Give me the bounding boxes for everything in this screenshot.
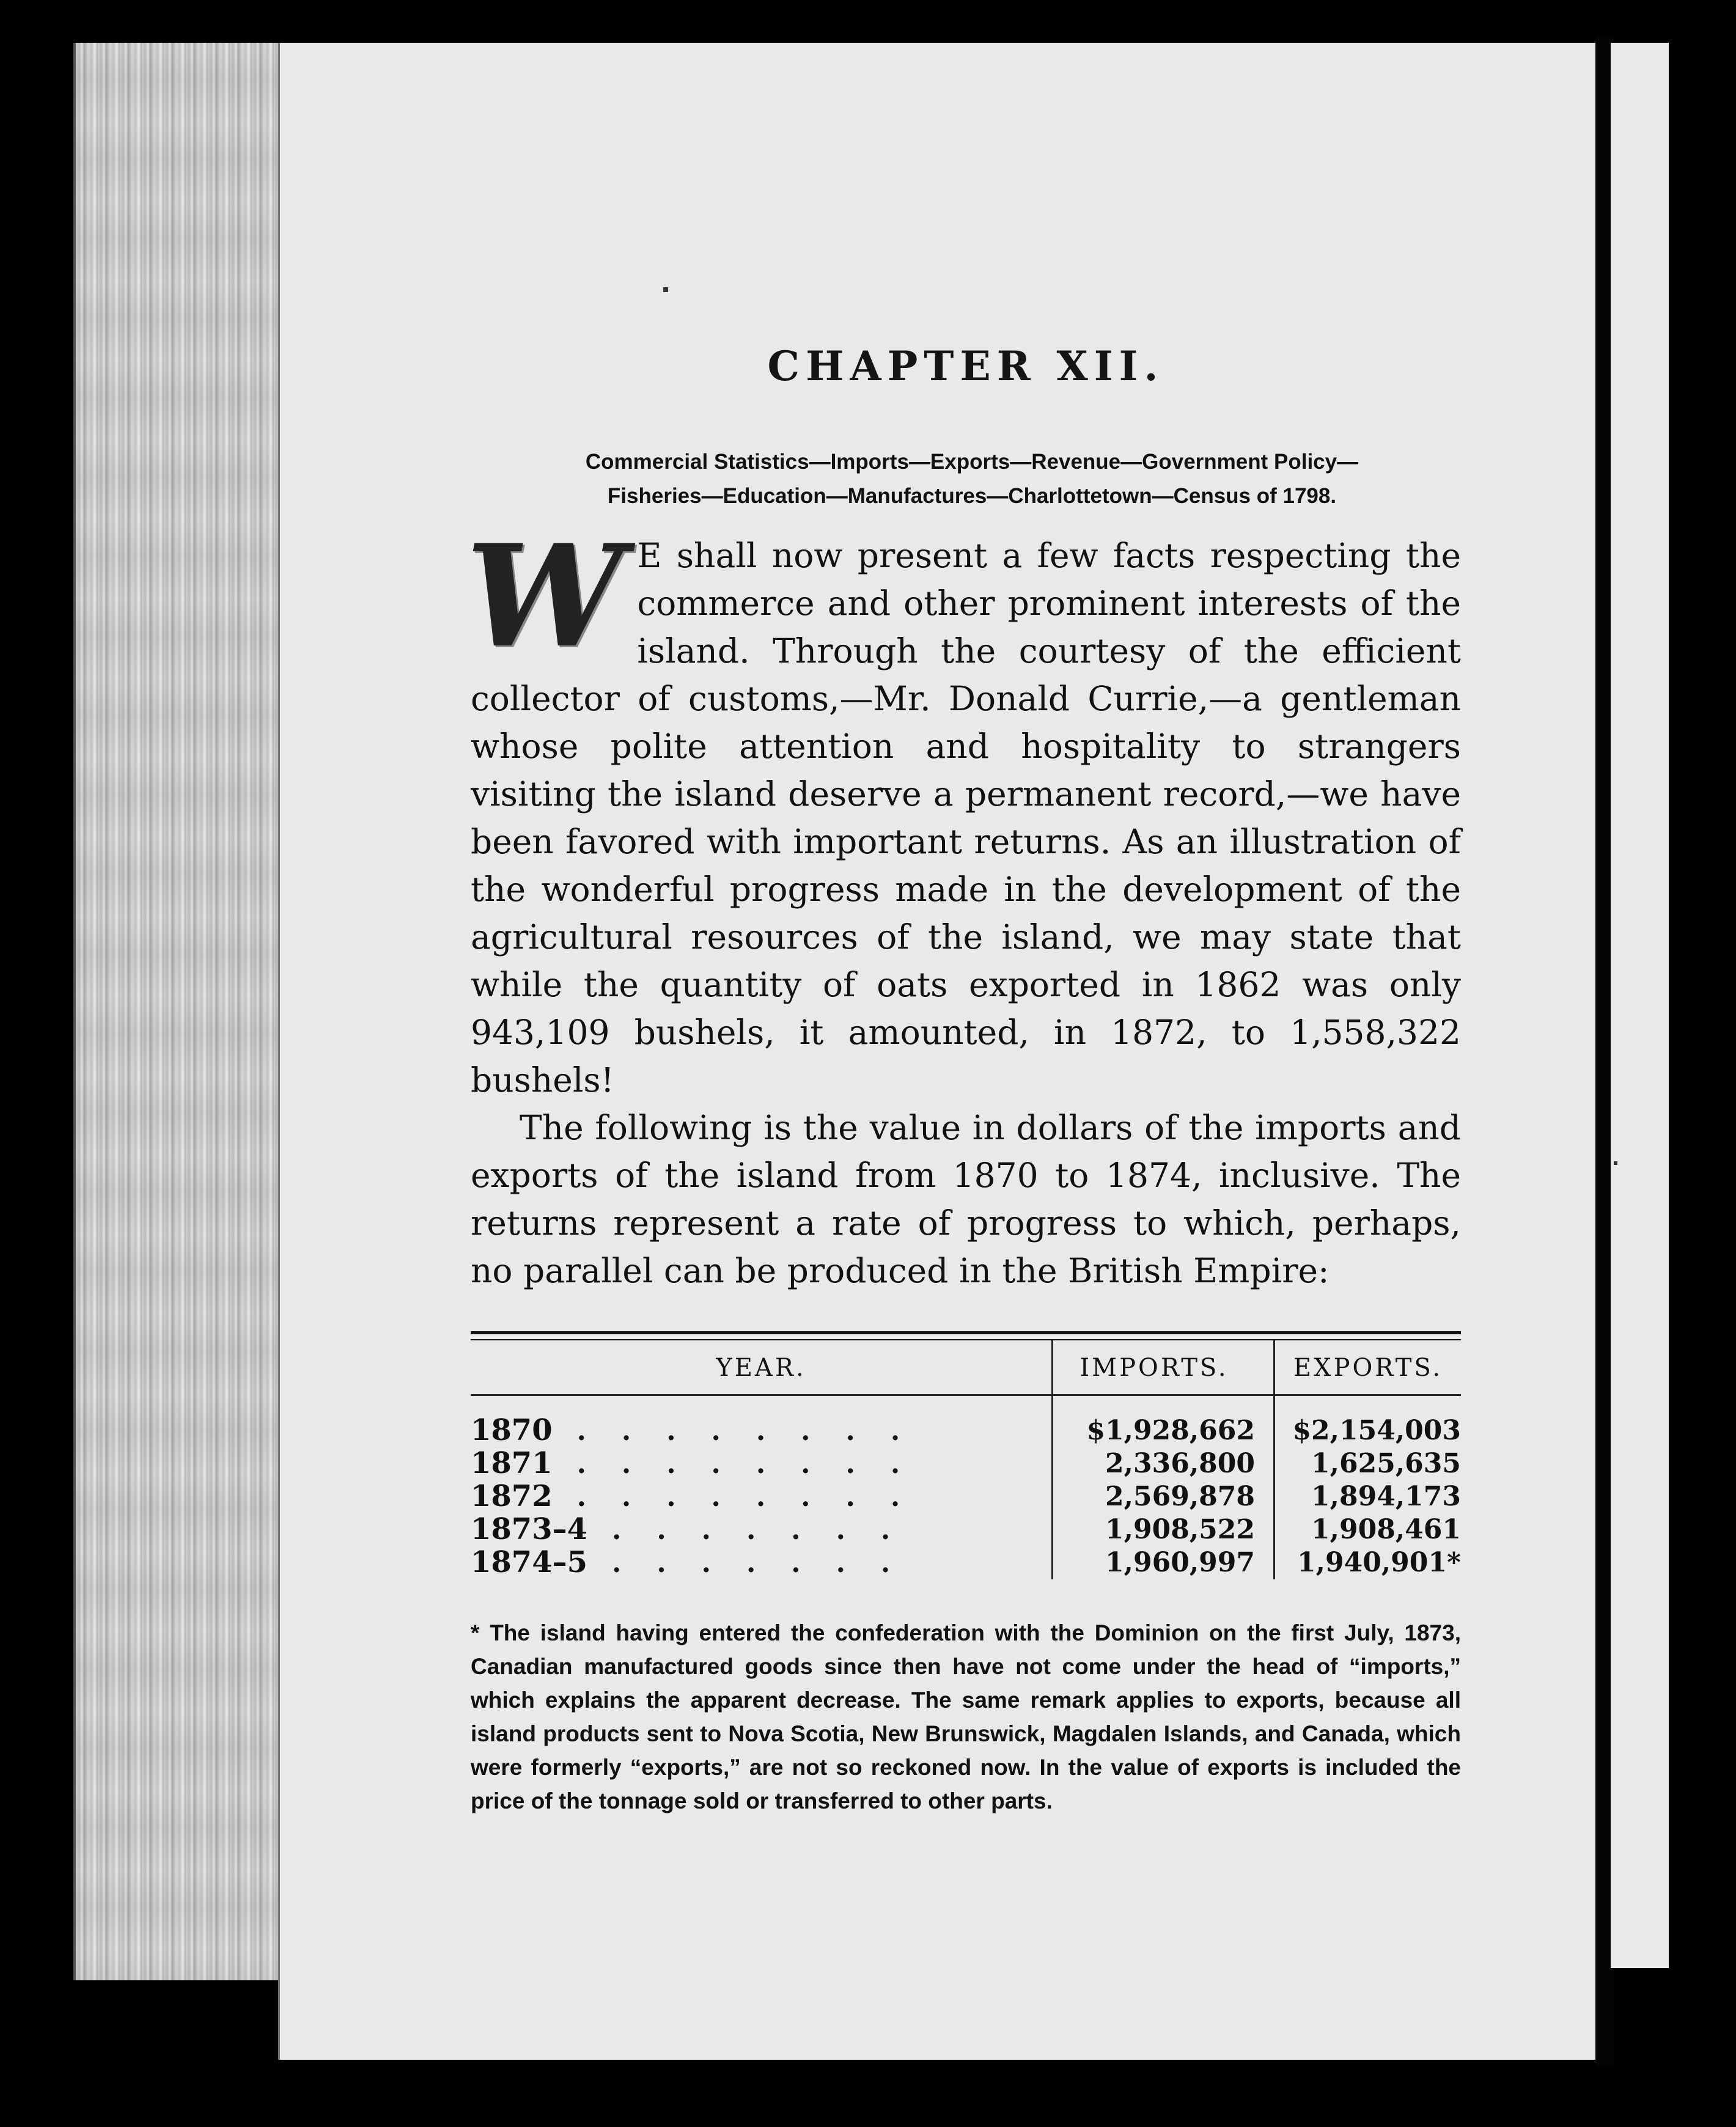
year-value: 1874–5 [471, 1545, 587, 1579]
leader-dots: ........ [576, 1449, 936, 1480]
page-content [466, 342, 1461, 1840]
exports-cell: 1,940,901* [1297, 1547, 1461, 1578]
year-value: 1873–4 [471, 1512, 587, 1546]
ink-speck [663, 287, 668, 292]
exports-cell: $2,154,003 [1292, 1415, 1461, 1446]
chapter-summary-line: Fisheries—Education—Manufactures—Charlottetown—Census of 1798. [607, 484, 1337, 508]
table-footnote: * The island having entered the confederation with the Dominion on the first July, 1873, Canadian manufactured goods since then have not come under the head of “imports,” which explains the apparent decrease. The same remark applies to exports, because all island products sent to Nova Scotia, New Brunswick, Magdalen Islands, and Canada, which were formerly “exports,” are not so reckoned now. In the value of exports is included the price of the tonnage sold or transferred to other parts. [471, 1620, 1461, 1813]
table-row [471, 1395, 1461, 1448]
leader-dots: ....... [612, 1515, 926, 1546]
body-paragraph: The following is the value in dollars of the imports and exports of the island from 1870 to 1874, inclusive. The returns represent a rate of progress to which, perhaps, no parallel can be produced in the British Empire: [471, 1108, 1461, 1290]
exports-cell: 1,625,635 [1311, 1448, 1461, 1479]
table-top-rule [471, 1331, 1461, 1340]
column-header-year: YEAR. [471, 1340, 1053, 1395]
table-row [471, 1513, 1461, 1546]
table-row [471, 1480, 1461, 1513]
column-header-exports: EXPORTS. [1274, 1340, 1462, 1395]
paragraph-text: E shall now present a few facts respecting the commerce and other prominent interests of the island. Through the courtesy of the efficient collector of customs,—Mr. Donald Currie,—a gentleman whose polite attention and hospitality to strangers visiting the island deserve a permanent record,—we have been favored with important returns. As an illustration of the wonderful progress made in the development of the agricultural resources of the island, we may state that while the quantity of oats exported in 1862 was only 943,109 bushels, it amounted, in 1872, to 1,558,322 bushels! [471, 536, 1461, 1100]
year-value: 1870 [471, 1413, 553, 1447]
facing-page-edge [1611, 43, 1669, 1968]
book-page-edges [73, 43, 284, 1980]
year-cell [471, 1480, 1053, 1513]
imports-cell: 1,960,997 [1053, 1546, 1274, 1579]
table-row [471, 1546, 1461, 1579]
exports-cell: 1,894,173 [1311, 1481, 1461, 1512]
year-value: 1871 [471, 1446, 553, 1480]
leader-dots: ........ [576, 1482, 936, 1513]
exports-cell: 1,908,461 [1311, 1514, 1461, 1545]
table-header-row [471, 1340, 1461, 1395]
drop-cap: W [466, 514, 624, 679]
chapter-title: CHAPTER XII. [767, 342, 1164, 390]
year-cell [471, 1513, 1053, 1546]
leader-dots: ........ [576, 1416, 936, 1447]
imports-cell: 1,908,522 [1053, 1513, 1274, 1546]
trade-statistics-table [471, 1340, 1461, 1579]
column-header-imports: IMPORTS. [1053, 1340, 1274, 1395]
year-cell [471, 1447, 1053, 1480]
chapter-summary [452, 445, 1491, 513]
imports-cell: 2,336,800 [1053, 1447, 1274, 1480]
year-cell [471, 1546, 1053, 1579]
year-value: 1872 [471, 1479, 553, 1513]
chapter-summary-line: Commercial Statistics—Imports—Exports—Revenue—Government Policy— [585, 450, 1359, 474]
leader-dots: ....... [612, 1548, 926, 1579]
table-row [471, 1447, 1461, 1480]
ink-speck [1614, 1161, 1617, 1165]
imports-cell: 2,569,878 [1053, 1480, 1274, 1513]
year-cell [471, 1395, 1053, 1448]
imports-cell: $1,928,662 [1053, 1395, 1274, 1448]
body-paragraph [466, 514, 1461, 1104]
